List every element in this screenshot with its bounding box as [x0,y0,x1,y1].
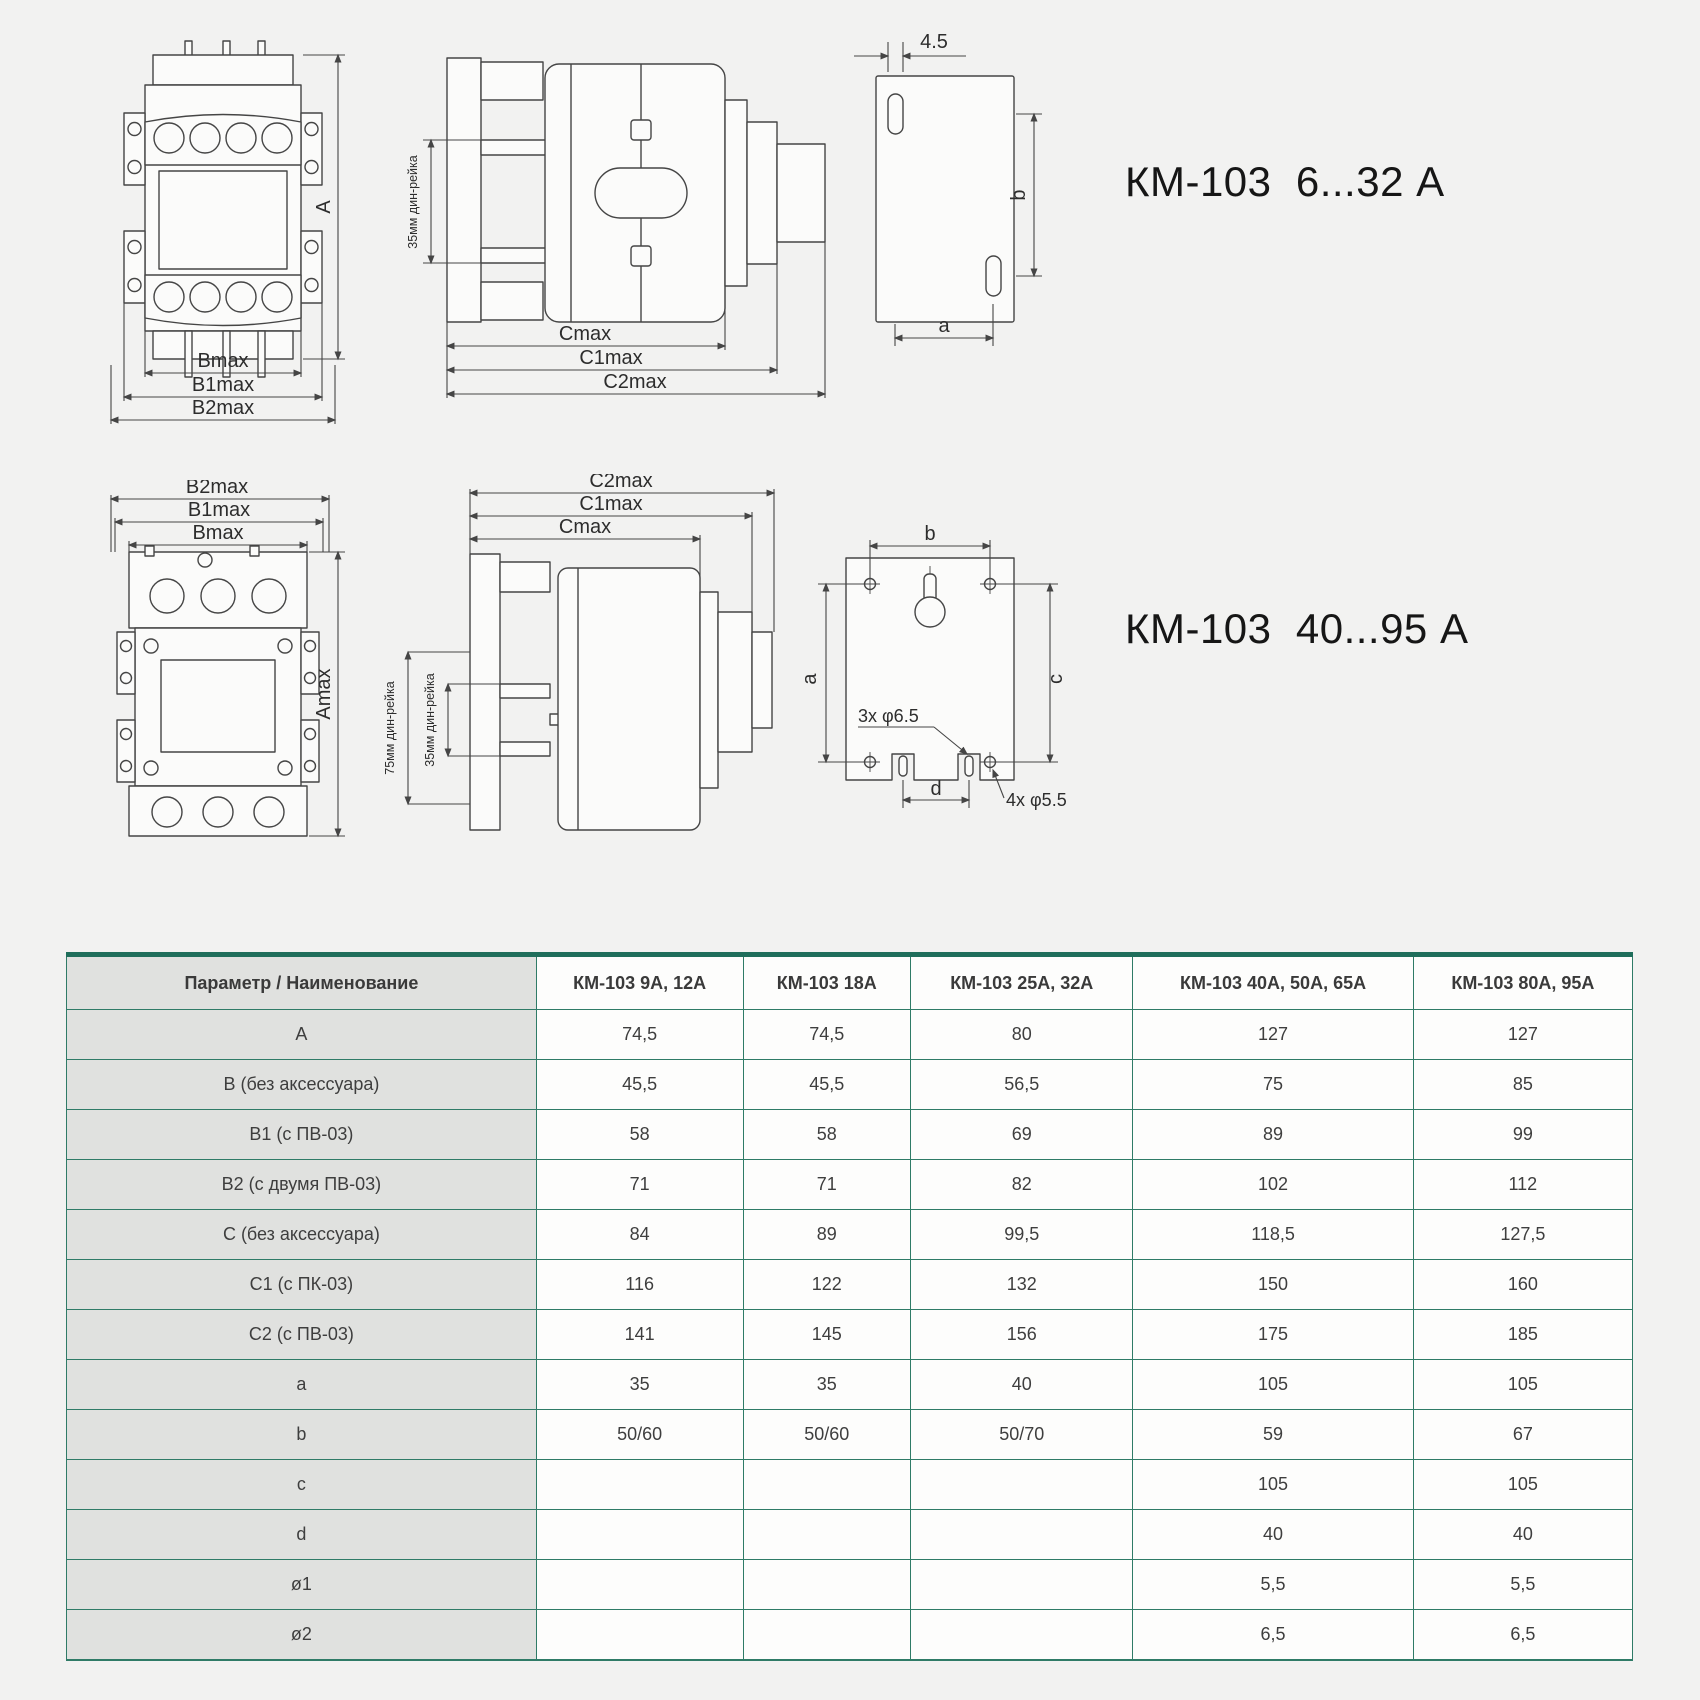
param-label: b [67,1410,537,1460]
dim-label-din-rail-75: 75мм дин-рейка [383,681,397,775]
dim-label-c2max: C2max [603,371,667,393]
model-title-40-95: КМ-103 40...95 А [1125,605,1469,652]
side-view-6-32-drawing [385,20,835,400]
dim-label-4-5: 4.5 [920,31,948,53]
column-header-km103-25-32: КМ-103 25А, 32А [911,955,1133,1010]
value-cell: 99 [1413,1110,1632,1160]
column-header-km103-40-50-65: КМ-103 40А, 50А, 65А [1133,955,1413,1010]
param-label: a [67,1360,537,1410]
value-cell: 185 [1413,1310,1632,1360]
table-row [67,1310,1633,1360]
value-cell [536,1460,743,1510]
value-cell: 71 [536,1160,743,1210]
contactor-side-body [447,58,825,322]
value-cell: 112 [1413,1160,1632,1210]
value-cell: 50/60 [743,1410,911,1460]
table-row [67,1410,1633,1460]
table-row [67,1160,1633,1210]
value-cell: 45,5 [536,1060,743,1110]
value-cell: 71 [743,1160,911,1210]
contactor-front-body [124,41,322,377]
value-cell: 85 [1413,1060,1632,1110]
value-cell: 45,5 [743,1060,911,1110]
table-header-row [67,955,1633,1010]
dim-label-d: d [930,778,942,800]
param-label: B2 (с двумя ПВ-03) [67,1160,537,1210]
dim-label-din-rail-35: 35мм дин-рейка [406,155,420,249]
value-cell: 5,5 [1133,1560,1413,1610]
value-cell [743,1560,911,1610]
value-cell [911,1610,1133,1661]
column-header-km103-18: КМ-103 18А [743,955,911,1010]
column-header-km103-9-12: КМ-103 9А, 12А [536,955,743,1010]
mount-plate-40-95-drawing [762,516,1092,816]
holes-label-5-5: 4x φ5.5 [1006,790,1067,810]
dim-label-b1max: B1max [187,499,251,521]
value-cell: 127 [1413,1010,1632,1060]
value-cell [743,1610,911,1661]
contactor-side-body [470,554,772,830]
value-cell [536,1560,743,1610]
value-cell: 56,5 [911,1060,1133,1110]
value-cell: 89 [743,1210,911,1260]
value-cell [743,1460,911,1510]
value-cell: 105 [1133,1360,1413,1410]
dim-label-a: a [799,673,821,685]
dim-label-b2max: B2max [185,480,249,498]
dim-label-b: b [1008,189,1030,201]
param-label: B (без аксессуара) [67,1060,537,1110]
param-label: ø2 [67,1610,537,1661]
value-cell: 116 [536,1260,743,1310]
value-cell: 40 [911,1360,1133,1410]
side-view-40-95-drawing [350,474,780,846]
param-label: C (без аксессуара) [67,1210,537,1260]
holes-label-6-5: 3x φ6.5 [858,706,919,726]
value-cell: 69 [911,1110,1133,1160]
column-header-km103-80-95: КМ-103 80А, 95А [1413,955,1632,1010]
value-cell: 58 [536,1110,743,1160]
value-cell: 141 [536,1310,743,1360]
value-cell: 58 [743,1110,911,1160]
dim-label-bmax: Bmax [197,350,249,372]
value-cell: 67 [1413,1410,1632,1460]
value-cell: 122 [743,1260,911,1310]
dim-label-din-rail-35: 35мм дин-рейка [423,673,437,767]
value-cell: 160 [1413,1260,1632,1310]
value-cell [536,1610,743,1661]
value-cell: 74,5 [536,1010,743,1060]
param-label: B1 (с ПВ-03) [67,1110,537,1160]
dimensions-table-section [66,952,1633,1661]
value-cell: 105 [1413,1460,1632,1510]
value-cell: 50/70 [911,1410,1133,1460]
value-cell: 89 [1133,1110,1413,1160]
value-cell: 40 [1133,1510,1413,1560]
value-cell: 6,5 [1413,1610,1632,1661]
value-cell: 150 [1133,1260,1413,1310]
value-cell: 84 [536,1210,743,1260]
front-view-6-32-drawing [105,25,355,425]
value-cell: 105 [1133,1460,1413,1510]
value-cell: 102 [1133,1160,1413,1210]
dim-label-a: A [313,200,335,214]
table-row [67,1110,1633,1160]
dimensions-table [66,952,1633,1661]
value-cell: 156 [911,1310,1133,1360]
mount-plate-body [846,558,1014,780]
value-cell: 105 [1413,1360,1632,1410]
value-cell: 175 [1133,1310,1413,1360]
mount-plate-body [876,76,1014,322]
model-title-6-32: КМ-103 6...32 А [1125,158,1445,205]
dim-label-cmax: Cmax [558,516,612,538]
dim-label-a: a [938,315,950,337]
table-row [67,1360,1633,1410]
dim-label-b2max: B2max [191,397,255,419]
table-row [67,1210,1633,1260]
value-cell [911,1510,1133,1560]
dim-label-c1max: C1max [579,347,643,369]
dim-label-bmax: Bmax [192,522,244,544]
mount-plate-6-32-drawing [828,14,1058,349]
dim-label-b: b [924,523,936,545]
param-label: ø1 [67,1560,537,1610]
dim-label-c2max: C2max [589,474,653,492]
value-cell [743,1510,911,1560]
value-cell [911,1460,1133,1510]
param-label: C2 (с ПВ-03) [67,1310,537,1360]
dim-label-c1max: C1max [579,493,643,515]
table-row [67,1260,1633,1310]
value-cell: 50/60 [536,1410,743,1460]
value-cell: 75 [1133,1060,1413,1110]
value-cell: 40 [1413,1510,1632,1560]
table-row [67,1560,1633,1610]
dim-label-amax: Amax [313,668,335,720]
dim-label-c: c [1045,674,1067,684]
value-cell: 6,5 [1133,1610,1413,1661]
contactor-front-body [117,546,319,836]
value-cell [536,1510,743,1560]
value-cell: 127,5 [1413,1210,1632,1260]
param-label: C1 (с ПК-03) [67,1260,537,1310]
dim-label-cmax: Cmax [558,323,612,345]
table-row [67,1610,1633,1661]
value-cell: 127 [1133,1010,1413,1060]
front-view-40-95-drawing [105,480,355,852]
param-label: c [67,1460,537,1510]
dim-label-b1max: B1max [191,374,255,396]
value-cell: 132 [911,1260,1133,1310]
table-row [67,1510,1633,1560]
param-label: d [67,1510,537,1560]
value-cell: 35 [743,1360,911,1410]
value-cell: 74,5 [743,1010,911,1060]
value-cell: 82 [911,1160,1133,1210]
value-cell: 145 [743,1310,911,1360]
value-cell: 35 [536,1360,743,1410]
table-row [67,1460,1633,1510]
table-row [67,1060,1633,1110]
param-label: A [67,1010,537,1060]
value-cell: 5,5 [1413,1560,1632,1610]
column-header-parameter: Параметр / Наименование [67,955,537,1010]
value-cell: 80 [911,1010,1133,1060]
value-cell: 118,5 [1133,1210,1413,1260]
value-cell: 99,5 [911,1210,1133,1260]
value-cell [911,1560,1133,1610]
table-row [67,1010,1633,1060]
value-cell: 59 [1133,1410,1413,1460]
